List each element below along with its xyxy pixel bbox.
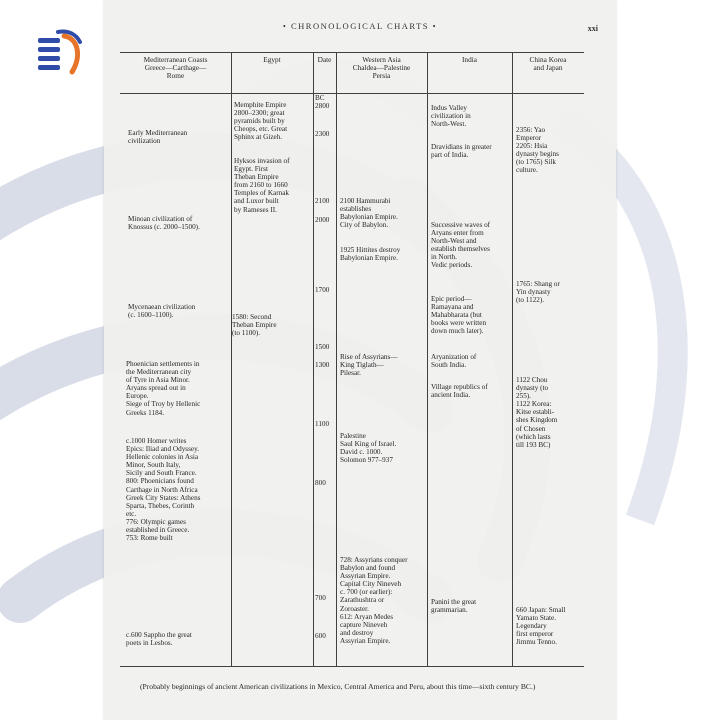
entry-aryan-waves: Successive waves of Aryans enter from North-West and establish themselves in North. Vedic periods. xyxy=(431,221,491,270)
column-header-western-asia: Western Asia Chaldea—Palestine Persia xyxy=(352,55,411,80)
entry-minoan: Minoan civilization of Knossus (c. 2000–1500). xyxy=(128,215,200,232)
date-bc-label: BC xyxy=(315,94,325,102)
column-divider xyxy=(427,52,428,666)
date-1500: 1500 xyxy=(315,343,330,351)
column-header-date: Date xyxy=(317,55,332,64)
entry-chou-korea: 1122 Chou dynasty (to 255). 1122 Korea: Kitse establi- shes Kingdom of Chosen (which lasts till 193 BC) xyxy=(516,376,558,449)
date-800: 800 xyxy=(315,479,326,487)
entry-hyksos: Hyksos invasion of Egypt. First Theban Empire from 2160 to 1660 Temples of Karnak and Luxor built by Rameses II. xyxy=(234,157,290,214)
table-header-rule xyxy=(120,93,584,94)
entry-village-republics: Village republics of ancient India. xyxy=(431,383,488,400)
date-1700: 1700 xyxy=(315,286,330,294)
date-2000: 2000 xyxy=(315,216,330,224)
entry-memphite-empire: Memphite Empire 2800–2300; great pyramids built by Cheops, etc. Great Sphinx at Gizeh. xyxy=(234,101,288,142)
date-2100: 2100 xyxy=(315,197,330,205)
entry-mycenaean: Mycenaean civilization (c. 1600–1100). xyxy=(128,303,196,320)
book-page xyxy=(104,0,616,720)
date-1100: 1100 xyxy=(315,420,330,428)
entry-phoenician: Phoenician settlements in the Mediterranean city of Tyre in Asia Minor. Aryans spread out in Europe. Siege of Troy by Hellenic Greeks 1184. xyxy=(126,360,201,417)
column-header-mediterranean: Mediterranean Coasts Greece—Carthage— Rome xyxy=(143,55,208,80)
entry-early-mediterranean: Early Mediterranean civilization xyxy=(128,129,188,146)
date-2300: 2300 xyxy=(315,130,330,138)
entry-shang: 1765: Shang or Yin dynasty (to 1122). xyxy=(516,280,560,305)
date-2800: 2800 xyxy=(315,102,330,110)
table-top-rule xyxy=(120,52,584,53)
entry-second-theban: 1580: Second Theban Empire (to 1100). xyxy=(232,313,277,338)
running-header: • CHRONOLOGICAL CHARTS • xyxy=(282,21,438,31)
footnote: (Probably beginnings of ancient American civilizations in Mexico, Central America and Peru, about this time—sixth century BC.) xyxy=(140,682,536,691)
entry-yamato-japan: 660 Japan: Small Yamato State. Legendary first emperor Jimmu Tenno. xyxy=(516,606,566,647)
column-header-egypt: Egypt xyxy=(263,55,281,64)
entry-palestine: Palestine Saul King of Israel. David c. 1000. Solomon 977–937 xyxy=(340,432,397,465)
column-divider xyxy=(512,52,513,666)
entry-sappho: c.600 Sappho the great poets in Lesbos. xyxy=(126,631,192,648)
entry-hammurabi: 2100 Hammurabi establishes Babylonian Empire. City of Babylon. xyxy=(340,197,398,230)
date-1300: 1300 xyxy=(315,361,330,369)
entry-panini: Panini the great grammarian. xyxy=(431,598,477,615)
date-700: 700 xyxy=(315,594,326,602)
column-header-india: India xyxy=(462,55,477,64)
entry-dravidians: Dravidians in greater part of India. xyxy=(431,143,492,160)
entry-aryanization: Aryanization of South India. xyxy=(431,353,477,370)
entry-epic-period: Epic period— Ramayana and Mahabharata (but books were written down much later). xyxy=(431,295,487,336)
column-divider xyxy=(313,52,314,666)
entry-assyrians: Rise of Assyrians— King Tiglath— Pilesar. xyxy=(340,353,398,378)
entry-homer: c.1000 Homer writes Epics: Iliad and Odyssey. Hellenic colonies in Asia Minor, South Italy, Sicily and South France. 800: Phoenicians found Carthage in North Africa Greek City States: Athens Sparta, Thebes, Corinth etc. 776: Olympic games established in Greece. 753: Rome built xyxy=(126,437,201,543)
publisher-logo-icon xyxy=(34,26,86,78)
date-600: 600 xyxy=(315,632,326,640)
entry-assyrian-empire: 728: Assyrians conquer Babylon and found Assyrian Empire. Capital City Nineveh c. 700 (or earlier): Zarathushtra or Zoroaster. 612: Aryan Medes capture Nineveh and destroy Assyrian Empire. xyxy=(340,556,408,645)
column-divider xyxy=(231,52,232,666)
column-divider xyxy=(336,52,337,666)
page-number: xxi xyxy=(587,24,598,33)
table-bottom-rule xyxy=(120,666,584,667)
entry-hittites: 1925 Hittites destroy Babylonian Empire. xyxy=(340,246,401,263)
column-header-china-korea-japan: China Korea and Japan xyxy=(529,55,567,72)
entry-yao-hsia: 2356: Yao Emperor 2205: Hsia dynasty begins (to 1765) Silk culture. xyxy=(516,126,559,175)
entry-indus-valley: Indus Valley civilization in North-West. xyxy=(431,104,471,129)
